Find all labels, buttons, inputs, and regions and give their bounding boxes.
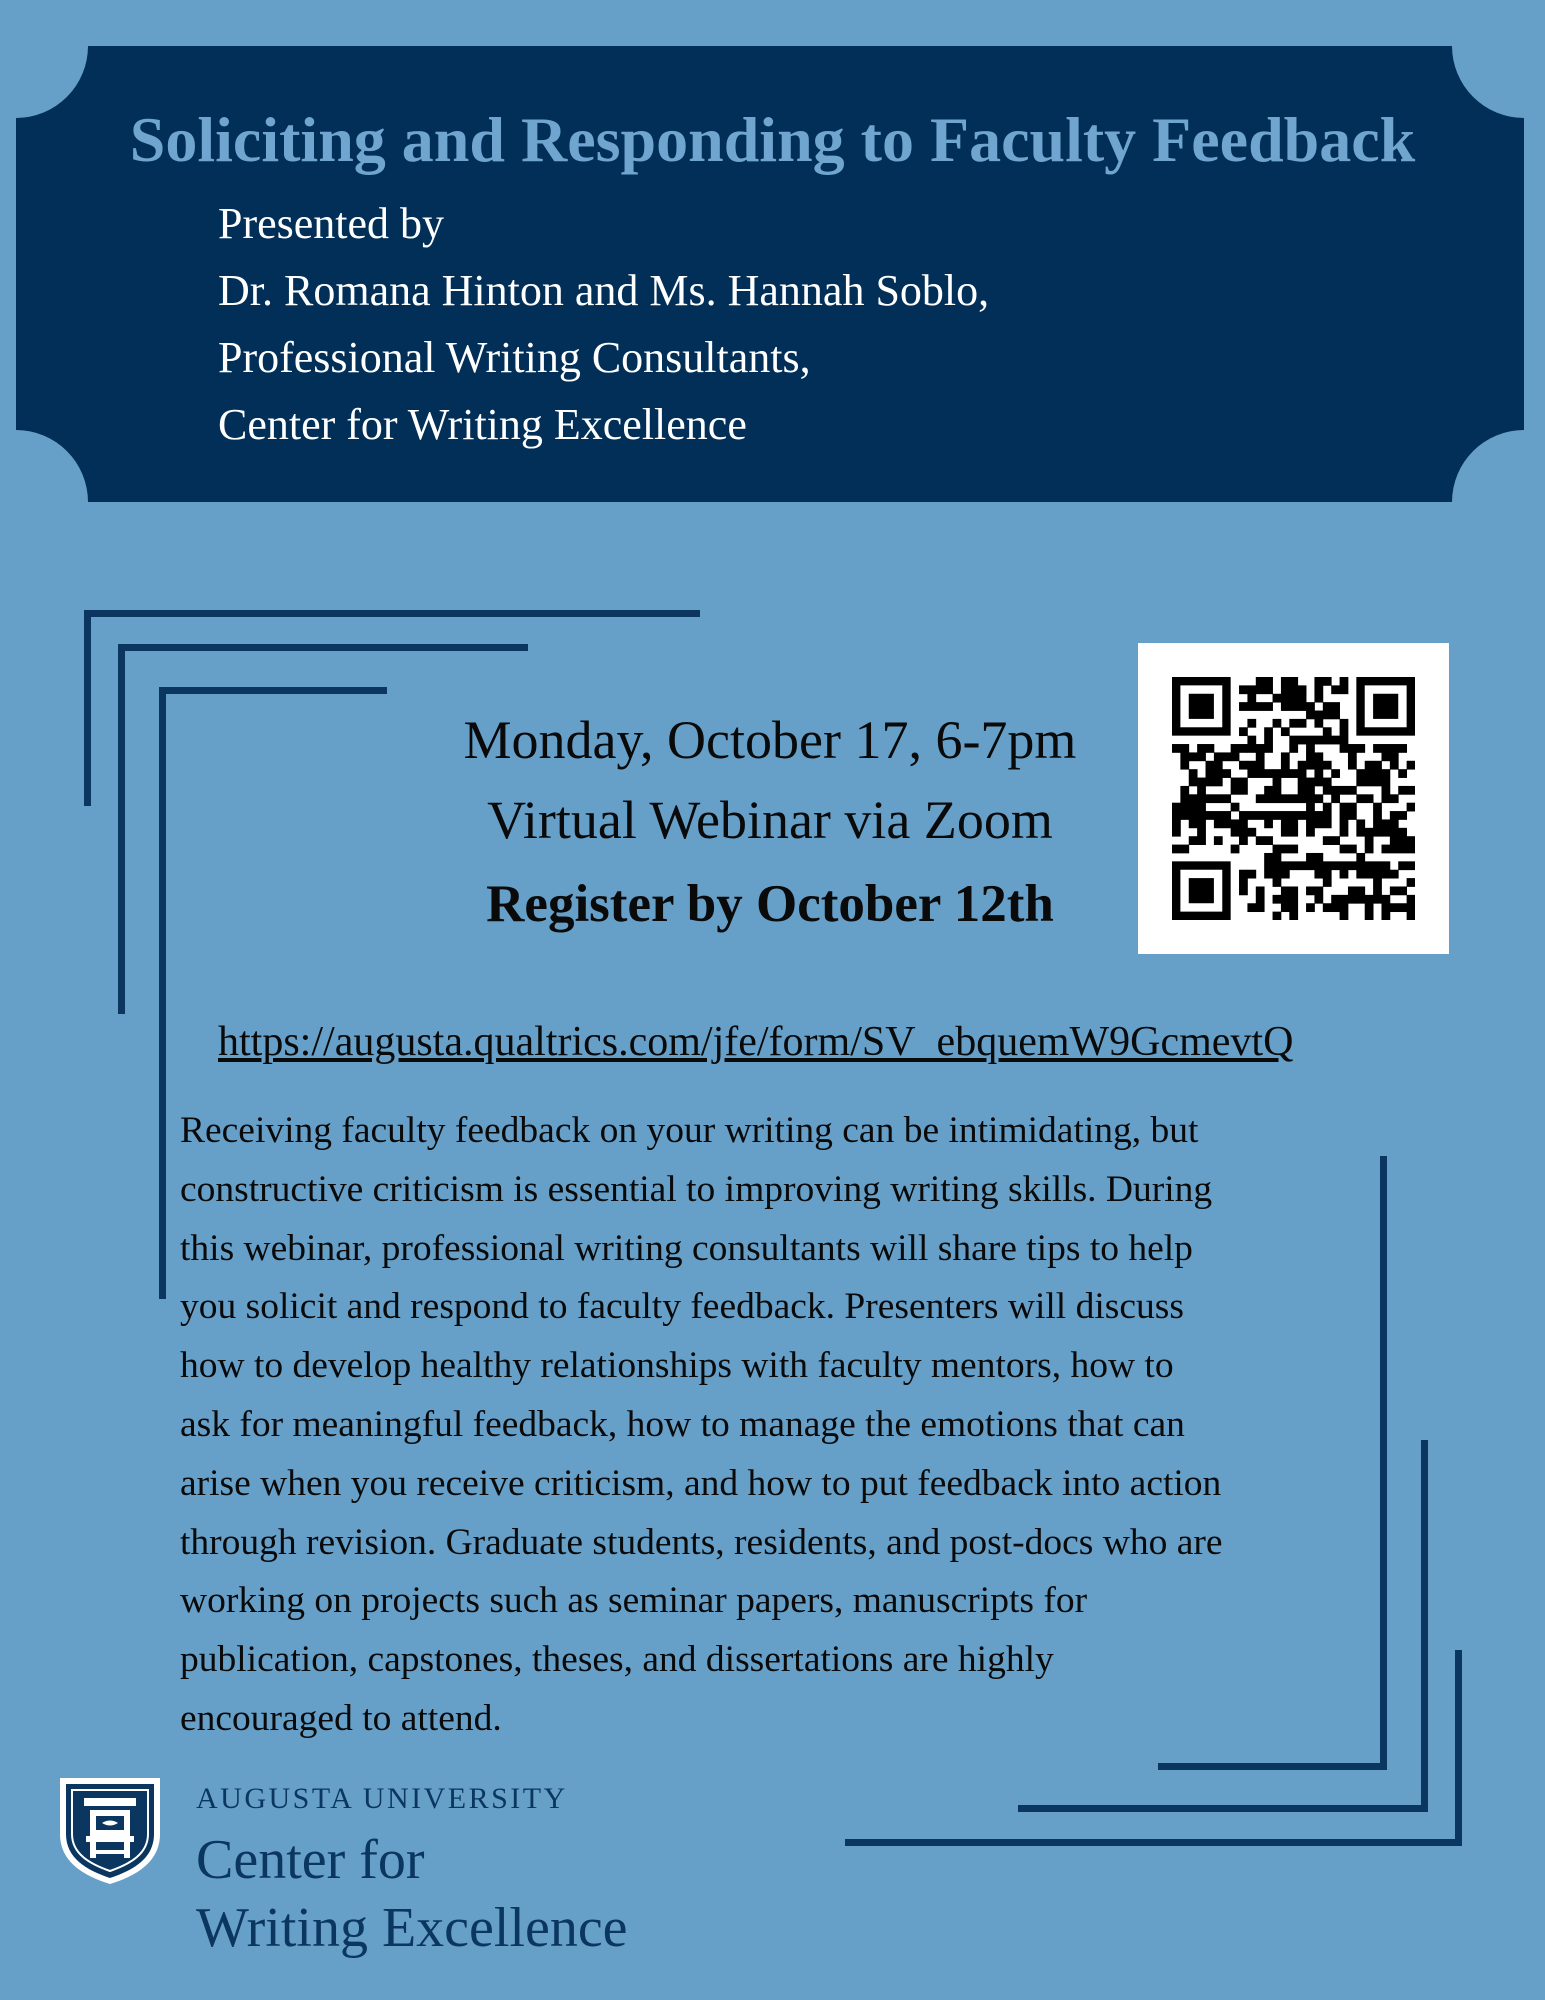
frame-line-top-left-mid-h xyxy=(118,644,528,651)
registration-link[interactable]: https://augusta.qualtrics.com/jfe/form/SV_ebquemW9GcmevtQ xyxy=(218,1019,1294,1065)
description-line: through revision. Graduate students, residents, and post-docs who are xyxy=(180,1521,1223,1563)
event-venue: Virtual Webinar via Zoom xyxy=(487,790,1053,850)
event-title: Soliciting and Responding to Faculty Feedback xyxy=(129,104,1416,175)
event-description xyxy=(180,1102,1380,1749)
description-line: this webinar, professional writing consultants will share tips to help xyxy=(180,1227,1193,1269)
description-line: ask for meaningful feedback, how to manage the emotions that can xyxy=(180,1403,1185,1445)
description-line: Receiving faculty feedback on your writing can be intimidating, but xyxy=(180,1110,1199,1151)
banner-corner-notch xyxy=(0,430,88,574)
frame-line-top-left-inner-h xyxy=(159,687,387,694)
description-line: encouraged to attend. xyxy=(180,1697,502,1739)
frame-line-bottom-right-mid-h xyxy=(1018,1805,1428,1812)
frame-line-bottom-right-inner-v xyxy=(1380,1156,1387,1770)
augusta-university-shield-icon xyxy=(56,1774,164,1886)
presenters-block xyxy=(218,190,989,458)
presenter-organization: Center for Writing Excellence xyxy=(218,400,747,449)
description-line: publication, capstones, theses, and dissertations are highly xyxy=(180,1639,1054,1681)
banner-corner-notch xyxy=(0,0,88,118)
event-details xyxy=(370,700,1170,944)
register-deadline: Register by October 12th xyxy=(486,875,1054,933)
presented-by-label: Presented by xyxy=(218,199,445,248)
description-line: how to develop healthy relationships with faculty mentors, how to xyxy=(180,1345,1174,1387)
frame-line-bottom-right-mid-v xyxy=(1421,1440,1428,1812)
presenter-names: Dr. Romana Hinton and Ms. Hannah Soblo, xyxy=(218,266,990,315)
center-name-line: Center for xyxy=(196,1829,425,1891)
description-line: working on projects such as seminar papers, manuscripts for xyxy=(180,1580,1088,1622)
frame-line-top-left-outer-v xyxy=(84,610,91,806)
qr-code-icon xyxy=(1172,677,1415,920)
registration-qr-code[interactable] xyxy=(1138,643,1449,954)
frame-line-bottom-right-outer-v xyxy=(1455,1650,1462,1846)
frame-line-top-left-mid-v xyxy=(118,644,125,1014)
center-name xyxy=(196,1826,628,1962)
presenter-role: Professional Writing Consultants, xyxy=(218,333,811,382)
description-line: arise when you receive criticism, and how to put feedback into action xyxy=(180,1462,1222,1504)
banner-corner-notch xyxy=(1452,430,1545,574)
description-line: constructive criticism is essential to improving writing skills. During xyxy=(180,1168,1213,1210)
frame-line-bottom-right-outer-h xyxy=(845,1839,1462,1846)
center-name-line: Writing Excellence xyxy=(196,1897,628,1959)
university-name: AUGUSTA UNIVERSITY xyxy=(196,1782,568,1815)
description-line: you solicit and respond to faculty feedback. Presenters will discuss xyxy=(180,1286,1184,1328)
frame-line-bottom-right-inner-h xyxy=(1158,1763,1387,1770)
event-date-time: Monday, October 17, 6-7pm xyxy=(463,710,1077,770)
frame-line-top-left-inner-v xyxy=(159,687,166,1299)
banner-corner-notch xyxy=(1452,0,1545,118)
frame-line-top-left-outer-h xyxy=(84,610,700,617)
